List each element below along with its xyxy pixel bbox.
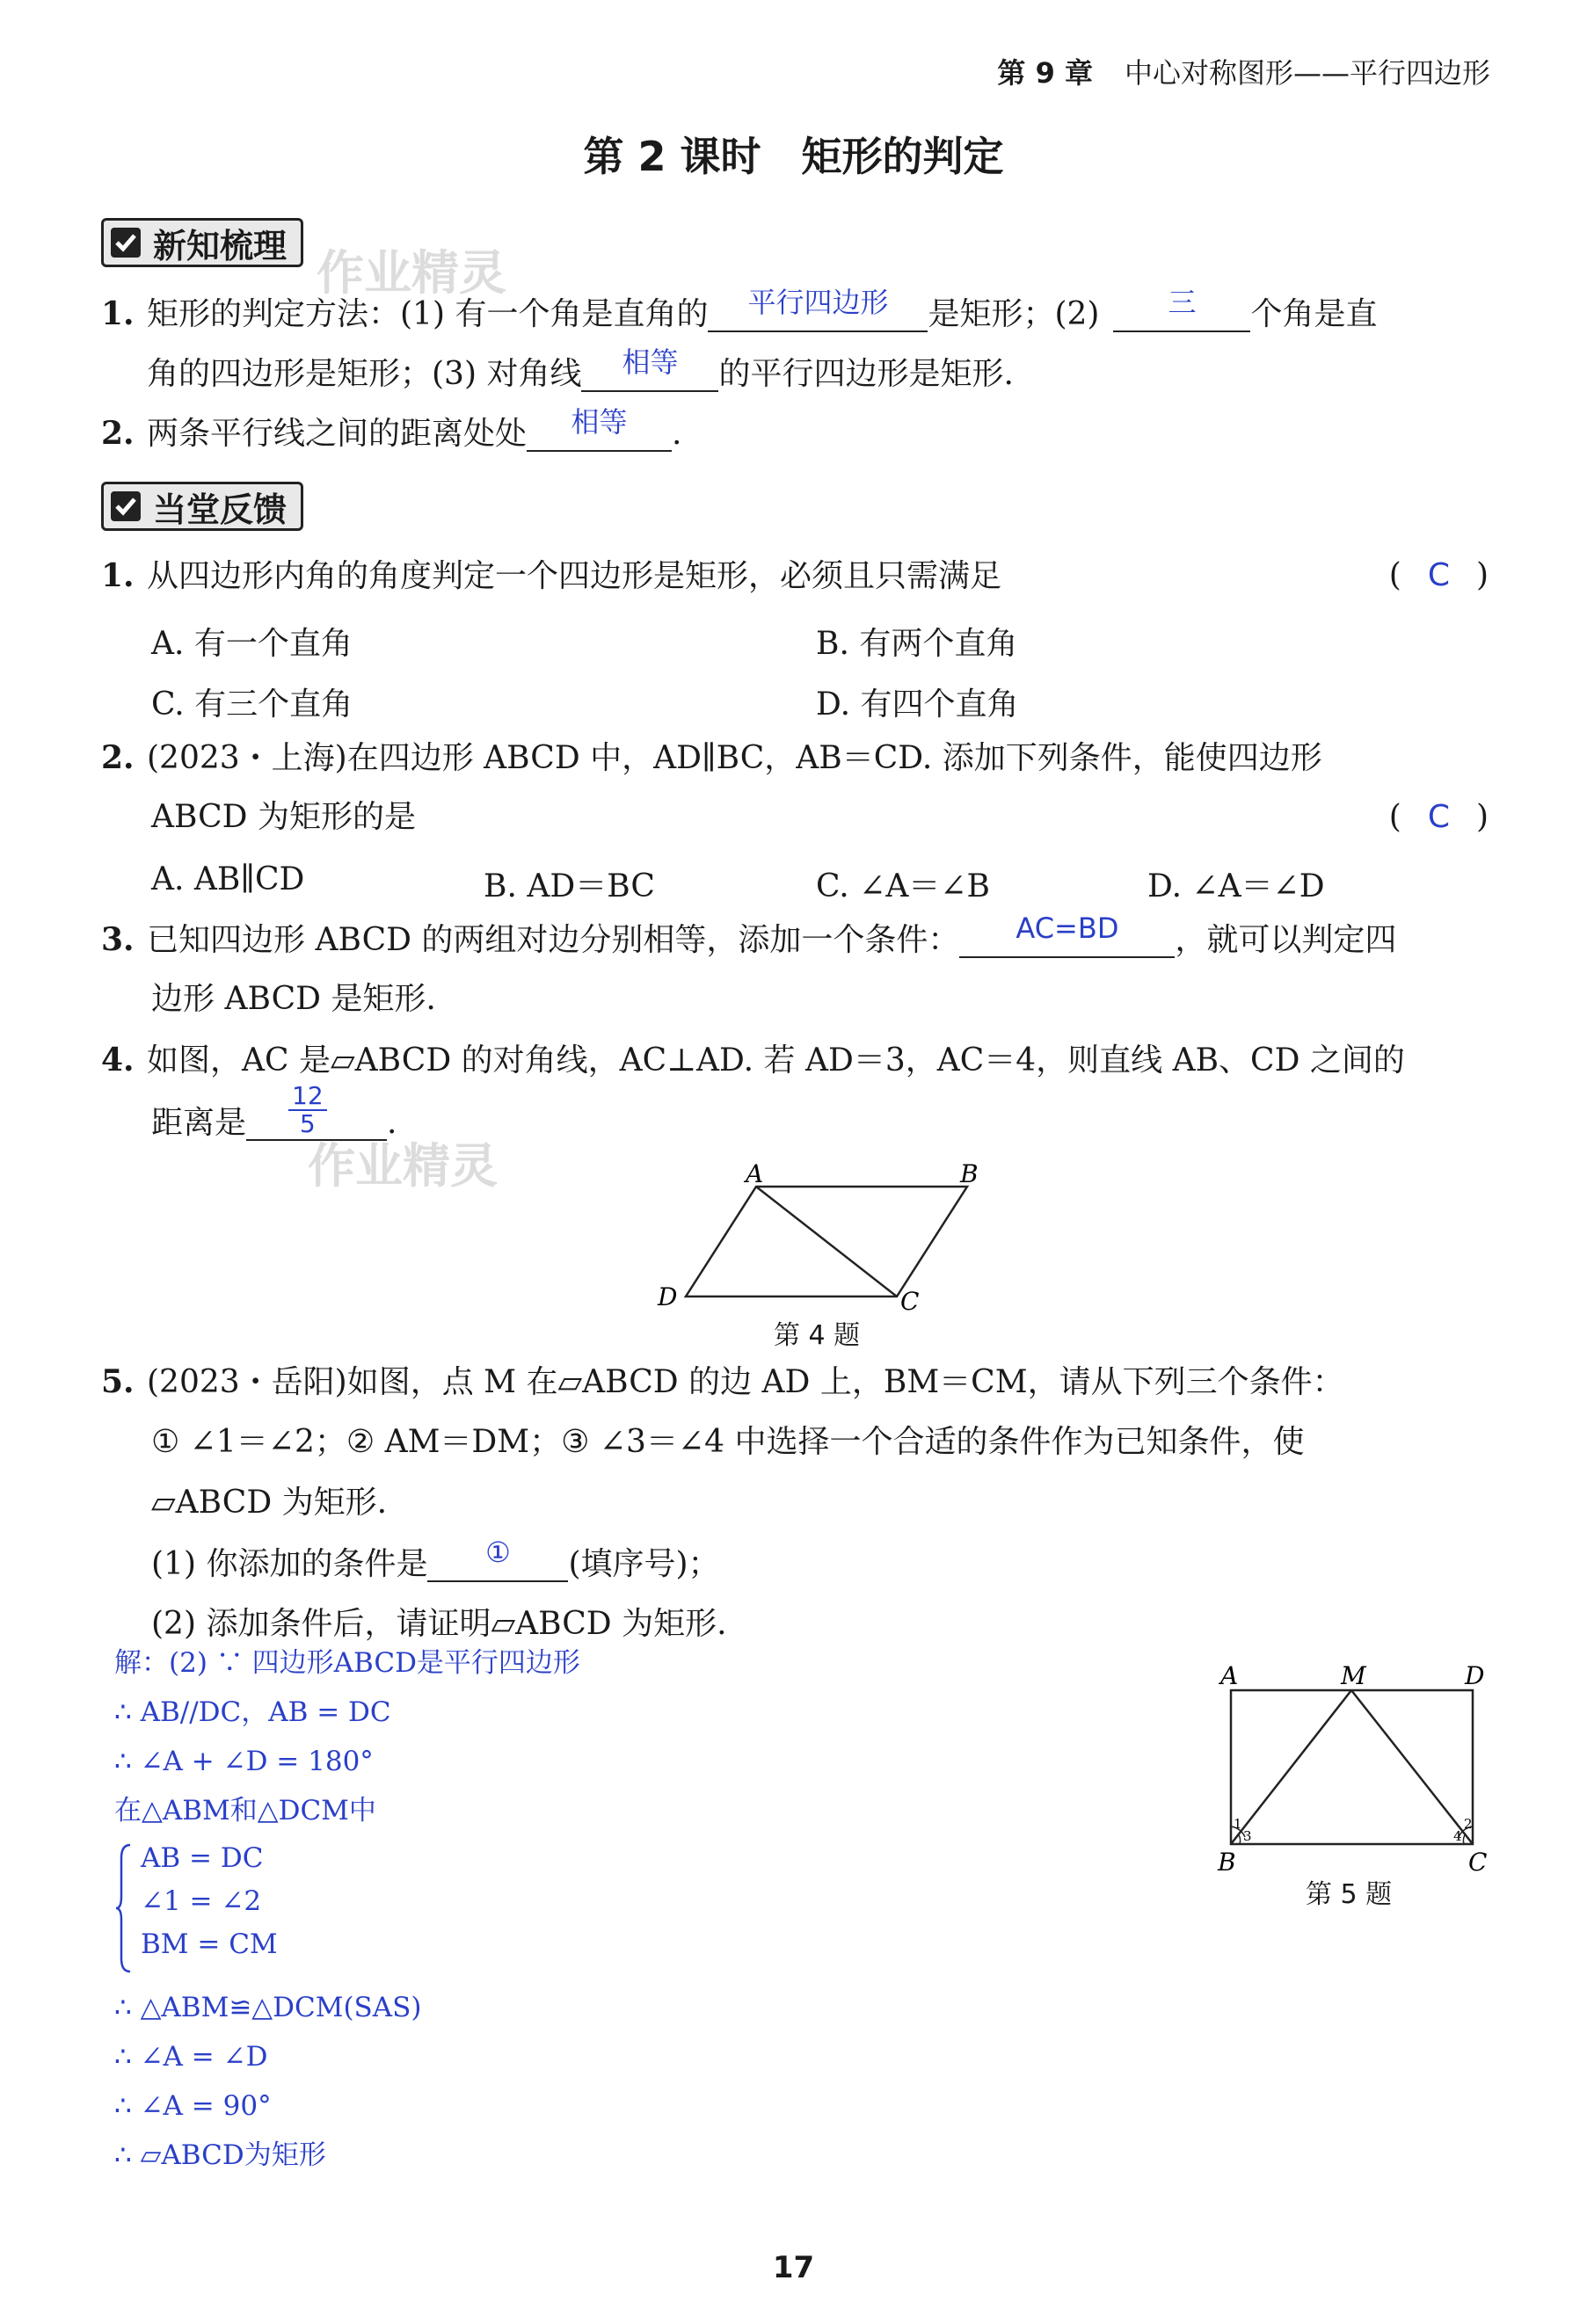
section-feedback: [101, 482, 303, 531]
brace-line: AB = DC: [141, 1842, 264, 1874]
question-5-sub-1: (1) 你添加的条件是 ① (填序号)；: [151, 1536, 720, 1582]
vertex-label-a: A: [1220, 1661, 1239, 1690]
answer-blank: AC=BD: [959, 921, 1175, 958]
answer-blank: 三: [1113, 295, 1250, 332]
question-2-line-2: ABCD 为矩形的是: [151, 799, 416, 835]
solution-block: [114, 1647, 580, 2171]
s1-question-1-line-2: 角的四边形是矩形；(3) 对角线 相等 的平行四边形是矩形.: [147, 345, 1014, 392]
question-3-line-2: 边形 ABCD 是矩形.: [151, 981, 436, 1017]
answer-paren: ( C ): [1388, 557, 1489, 593]
checkbox-icon: [111, 491, 141, 521]
vertex-label-d: D: [1465, 1661, 1485, 1690]
chapter-title: 中心对称图形——平行四边形: [1124, 56, 1490, 90]
answer-blank: 平行四边形: [708, 295, 928, 332]
vertex-label-b: B: [1218, 1848, 1236, 1872]
chapter-number: 第 9 章: [997, 56, 1093, 90]
option-b: B. AD＝BC: [484, 868, 655, 904]
solution-line: ∴ ▱ABCD为矩形: [114, 2139, 326, 2171]
question-5-line-3: ▱ABCD 为矩形.: [151, 1485, 388, 1521]
vertex-label-c: C: [900, 1287, 920, 1316]
angle-label-4: 4: [1453, 1828, 1462, 1844]
watermark-text: 作业精灵: [308, 1138, 498, 1194]
section-label: 新知梳理: [153, 226, 288, 265]
answer-blank: 相等: [581, 355, 718, 392]
chapter-header: [997, 51, 1490, 91]
watermark-text: 作业精灵: [317, 245, 506, 301]
option-d: D. ∠A＝∠D: [1147, 868, 1325, 904]
answer-fraction: $\frac{12}{5}$: [288, 1083, 327, 1137]
answer-blank: ①: [427, 1545, 568, 1582]
question-2-line-1: 2. (2023・上海)在四边形 ABCD 中，AD∥BC，AB＝CD. 添加下列条件，能使四边形: [101, 739, 1322, 776]
vertex-label-a: A: [746, 1159, 764, 1188]
option-c: C. ∠A＝∠B: [816, 868, 990, 904]
lesson-title: 第 2 课时 矩形的判定: [583, 133, 1004, 180]
vertex-label-m: M: [1341, 1661, 1366, 1690]
option-b: B. 有两个直角: [816, 626, 1018, 662]
page-number: 17: [772, 2250, 815, 2285]
solution-line: ∴ ∠A = ∠D: [114, 2041, 268, 2073]
question-4-line-1: 4. 如图，AC 是▱ABCD 的对角线，AC⊥AD. 若 AD＝3，AC＝4，则直线 AB、CD 之间的: [101, 1042, 1405, 1078]
option-d: D. 有四个直角: [816, 686, 1019, 723]
vertex-label-c: C: [1468, 1848, 1488, 1872]
s1-question-2: 2. 两条平行线之间的距离处处 相等 .: [101, 405, 682, 452]
question-1: 1. 从四边形内角的角度判定一个四边形是矩形，必须且只需满足: [101, 557, 1002, 594]
question-5-line-2: ① ∠1＝∠2；② AM＝DM；③ ∠3＝∠4 中选择一个合适的条件作为已知条件，使: [151, 1424, 1305, 1460]
vertex-label-d: D: [658, 1282, 678, 1311]
figure-caption: 第 5 题: [1306, 1879, 1393, 1910]
section-label: 当堂反馈: [153, 490, 288, 529]
option-c: C. 有三个直角: [151, 686, 353, 723]
solution-line: ∴ △ABM≌△DCM(SAS): [114, 1992, 422, 2023]
question-4-line-2: 距离是 $\frac{12}{5}$ .: [151, 1081, 397, 1141]
s1-question-1-line-1: 1. 矩形的判定方法：(1) 有一个角是直角的 平行四边形 是矩形；(2) 三 个角是直: [101, 286, 1378, 332]
left-brace-icon: [114, 1842, 134, 1974]
answer-blank: 相等: [527, 415, 672, 452]
angle-label-1: 1: [1234, 1816, 1242, 1832]
solution-line: 解：(2) ∵ 四边形ABCD是平行四边形: [114, 1647, 580, 1679]
solution-line: ∴ ∠A = 90°: [114, 2090, 272, 2122]
angle-label-2: 2: [1464, 1816, 1473, 1832]
question-3-line-1: 3. 已知四边形 ABCD 的两组对边分别相等，添加一个条件： AC=BD ，就可以判定四: [101, 911, 1397, 958]
checkbox-icon: [111, 228, 141, 258]
question-5-sub-2: (2) 添加条件后，请证明▱ABCD 为矩形.: [151, 1606, 727, 1642]
solution-line: ∴ AB//DC，AB = DC: [114, 1696, 391, 1728]
figure-q4-parallelogram: [642, 1156, 994, 1318]
section-new-knowledge: [101, 218, 303, 267]
brace-line: ∠1 = ∠2: [141, 1885, 262, 1917]
option-a: A. 有一个直角: [151, 626, 353, 662]
solution-line: ∴ ∠A + ∠D = 180°: [114, 1746, 374, 1777]
brace-line: BM = CM: [141, 1928, 278, 1960]
solution-line: 在△ABM和△DCM中: [114, 1795, 376, 1827]
option-a: A. AB∥CD: [151, 861, 305, 897]
vertex-label-b: B: [960, 1159, 979, 1188]
solution-brace-group: [114, 1842, 580, 1974]
figure-caption: 第 4 题: [774, 1320, 861, 1351]
figure-q5-rectangle: [1205, 1652, 1495, 1872]
question-5-line-1: 5. (2023・岳阳)如图，点 M 在▱ABCD 的边 AD 上，BM＝CM，请从下列三个条件：: [101, 1363, 1344, 1400]
angle-label-3: 3: [1243, 1828, 1252, 1844]
answer-paren: ( C ): [1388, 799, 1489, 835]
